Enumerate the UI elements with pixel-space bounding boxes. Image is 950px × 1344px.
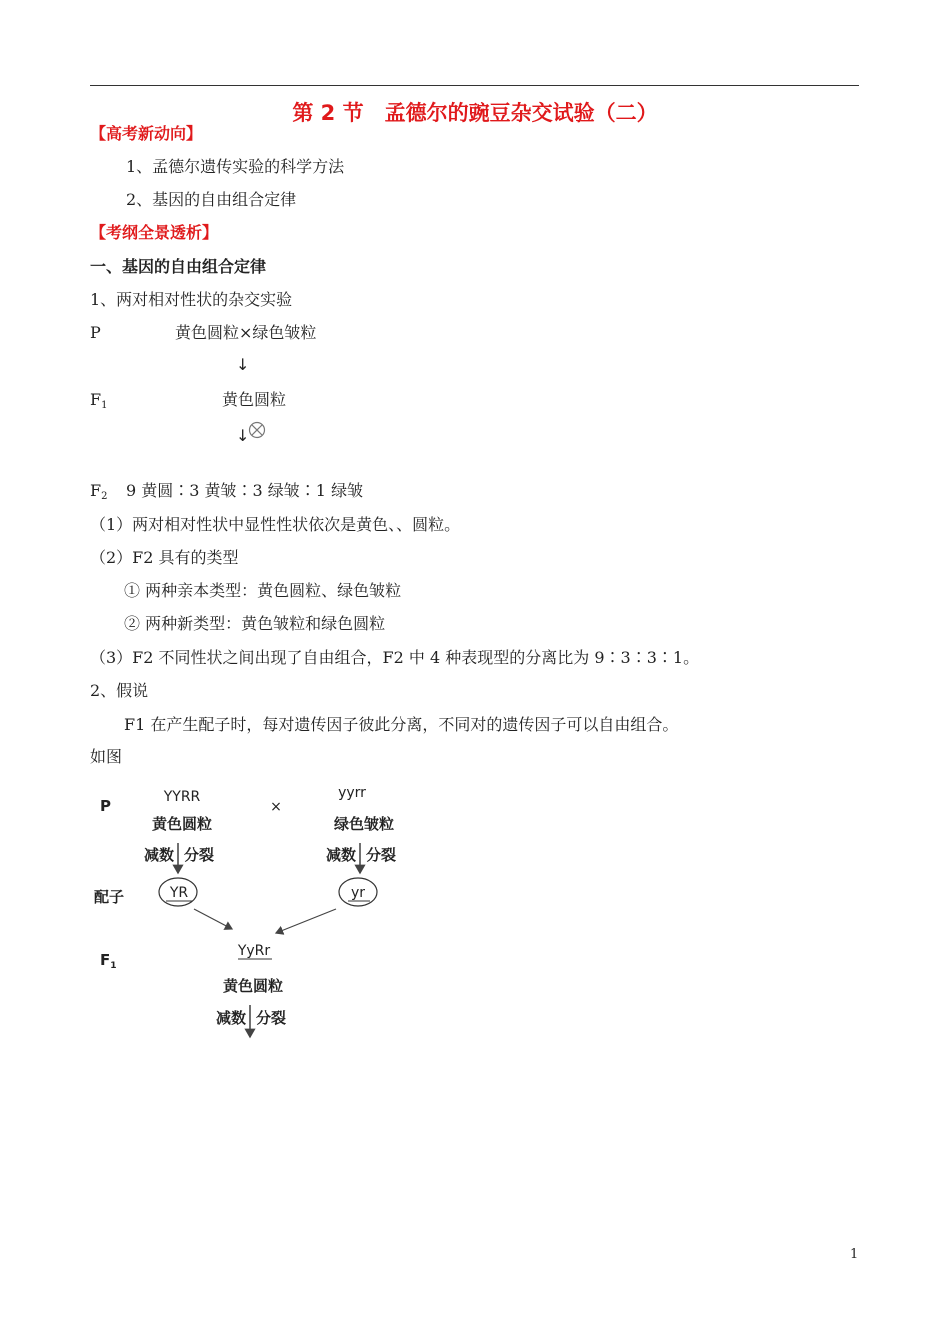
point-1: （1）两对相对性状中显性性状依次是黄色、、圆粒。	[90, 515, 461, 534]
item2-title: 2、假说	[90, 681, 149, 700]
meiosis-label-left: 减数	[143, 846, 174, 864]
item1-title: 1、两对相对性状的杂交实验	[90, 290, 293, 309]
left-phenotype: 黄色圆粒	[151, 815, 213, 833]
cross-f1-text: 黄色圆粒	[222, 390, 287, 409]
right-phenotype: 绿色皱粒	[333, 815, 395, 833]
subheading-free-combination: 一、基因的自由组合定律	[90, 257, 267, 276]
trend-item-2: 2、基因的自由组合定律	[126, 190, 297, 209]
diagram-f1-label: $F_1$	[100, 951, 117, 971]
right-genotype: yyrr	[338, 785, 366, 801]
point-2: （2）F2 具有的类型	[90, 548, 239, 567]
division-label-f1: 分裂	[256, 1009, 287, 1027]
cross-p-text: 黄色圆粒×绿色皱粒	[175, 323, 317, 342]
section-heading-new-trends: 【高考新动向】	[90, 124, 203, 143]
cross-p-label: P	[90, 323, 101, 342]
section-heading-syllabus: 【考纲全景透析】	[90, 223, 219, 242]
division-label-right: 分裂	[366, 846, 397, 864]
meiosis-label-right: 减数	[325, 846, 356, 864]
f1-phenotype: 黄色圆粒	[222, 977, 284, 995]
gamete-label: 配子	[94, 888, 125, 906]
header-rule	[90, 85, 859, 86]
fertilization-arrow-right	[276, 909, 336, 933]
cross-symbol: ×	[270, 799, 282, 815]
cross-f1-label: F1	[90, 390, 108, 411]
fertilization-arrow-left	[194, 909, 232, 929]
gamete-right: yr	[350, 885, 366, 901]
down-arrow-icon: ↓	[236, 355, 250, 374]
hypothesis-text: F1 在产生配子时，每对遗传因子彼此分离，不同对的遗传因子可以自由组合。	[124, 715, 679, 734]
down-arrow-icon: ↓	[236, 426, 250, 445]
f1-genotype: YyRr	[237, 943, 271, 959]
gamete-left: YR	[169, 885, 189, 901]
cross-f2-text: 9 黄圆∶3 黄皱∶3 绿皱∶1 绿皱	[126, 481, 364, 500]
selfing-symbol-icon	[248, 421, 266, 439]
page-title: 第 2 节 孟德尔的豌豆杂交试验（二）	[292, 101, 658, 125]
meiosis-label-f1: 减数	[215, 1009, 246, 1027]
trend-item-1: 1、孟德尔遗传实验的科学方法	[126, 157, 345, 176]
point-2b: ② 两种新类型：黄色皱粒和绿色圆粒	[124, 614, 386, 633]
diagram-p-label: P	[100, 797, 111, 815]
gamete-formation-diagram	[90, 775, 420, 1045]
page-number: 1	[850, 1247, 859, 1262]
point-2a: ① 两种亲本类型：黄色圆粒、绿色皱粒	[124, 581, 402, 600]
point-3: （3）F2 不同性状之间出现了自由组合，F2 中 4 种表现型的分离比为 9∶3∶3∶1。	[90, 648, 700, 667]
division-label-left: 分裂	[184, 846, 215, 864]
cross-f2-label: F2	[90, 481, 108, 502]
left-genotype: YYRR	[163, 789, 201, 805]
figure-label: 如图	[90, 747, 123, 766]
